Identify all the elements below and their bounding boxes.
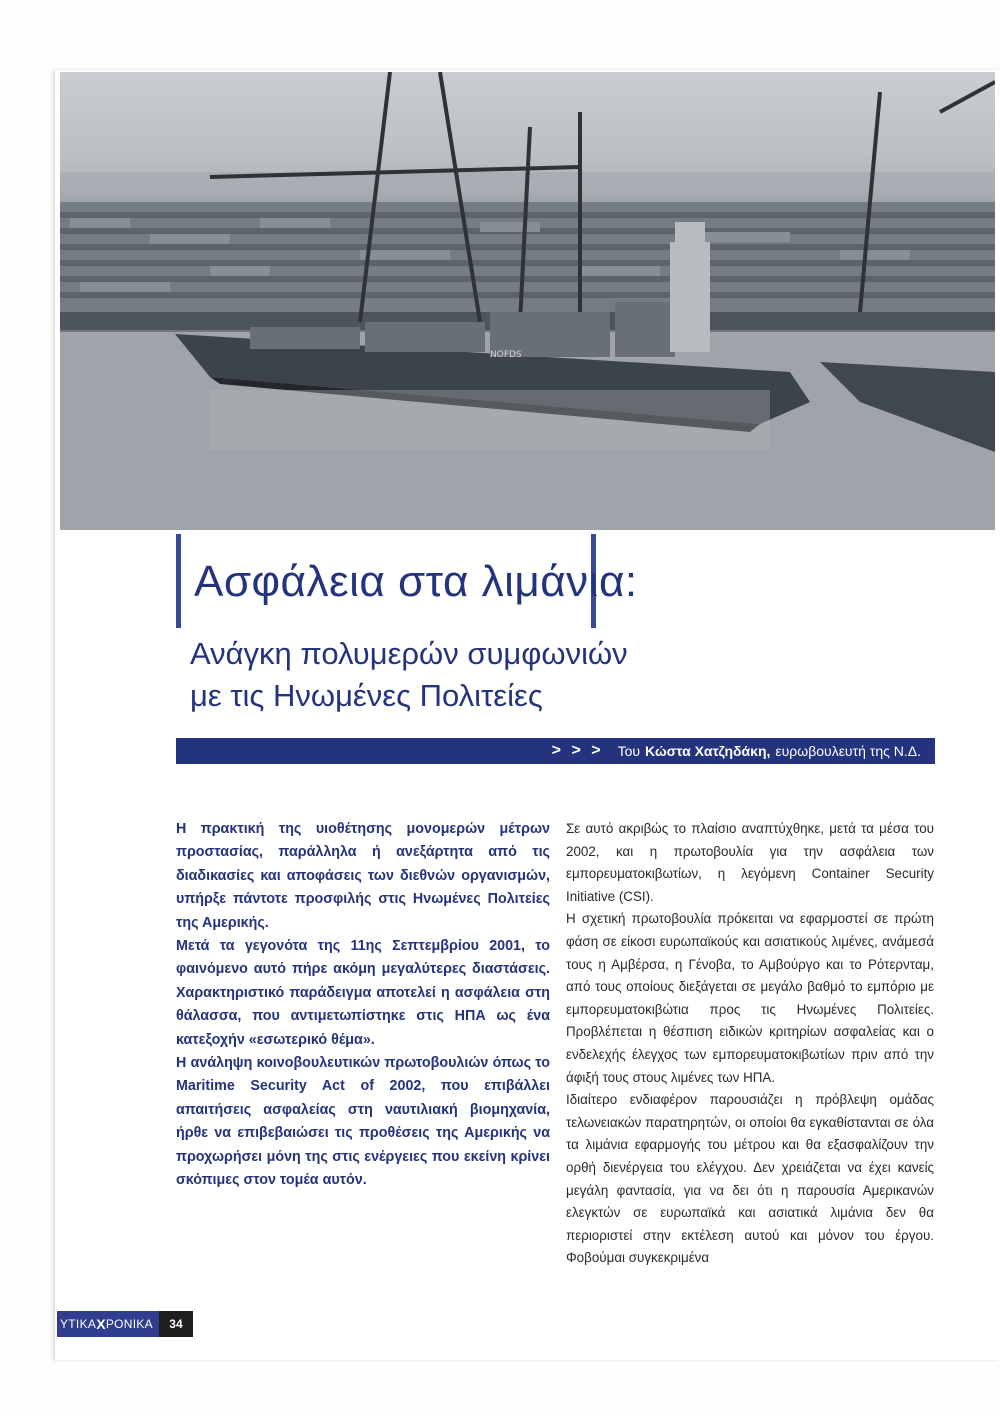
left-column	[176, 818, 550, 1193]
paragraph: Η σχετική πρωτοβουλία πρόκειται να εφαρμοστεί σε πρώτη φάση σε είκοσι ευρωπαϊκούς και ασιατικούς λιμένες, ανάμεσά τους η Αμβέρσα, η Γένοβα, το Αμβούργο και το Ρότερνταμ, από τους οποίους διεξάγεται σε μεγάλο βαθμό το εμπόριο με εμπορευματοκιβώτια προς τις Ηνωμένες Πολιτείες. Προβλέπεται η θέσπιση ειδικών κριτηρίων ασφαλείας και ο ενδελεχής έλεγχος των εμπορευματοκιβωτίων πριν από την άφιξή τους στους λιμένες των ΗΠΑ.	[566, 911, 934, 1085]
subtitle-line: Ανάγκη πολυμερών συμφωνιών	[190, 636, 628, 671]
magazine-name	[57, 1311, 159, 1337]
page-title: Ασφάλεια στα λιμάνια:	[194, 557, 638, 606]
subtitle-line: με τις Ηνωμένες Πολιτείες	[190, 678, 543, 713]
page-number: 34	[159, 1311, 193, 1337]
paragraph: Σε αυτό ακριβώς το πλαίσιο αναπτύχθηκε, μετά τα μέσα του 2002, και η πρωτοβουλία για την ασφάλεια των εμπορευματοκιβωτίων, η λεγόμενη Container Security Initiative (CSI).	[566, 821, 934, 904]
paragraph: Ιδιαίτερο ενδιαφέρον παρουσιάζει η πρόβλεψη ομάδας τελωνειακών παρατηρητών, οι οποίοι θα εγκαθίστανται σε όλα τα λιμάνια εφαρμογής του μέτρου και θα εξασφαλίζουν την ορθή διενέργεια του ελέγχου. Δεν χρειάζεται να έχει κανείς μεγάλη φαντασία, για να δει ότι η παρουσία Αμερικανών ελεγκτών σε ευρωπαϊκά και ασιατικά λιμάνια δεν θα περιοριστεί στην εκτέλεση αυτού και μόνον του έργου. Φοβούμαι συγκεκριμένα	[566, 1092, 934, 1266]
paragraph: Μετά τα γεγονότα της 11ης Σεπτεμβρίου 2001, το φαινόμενο αυτό πήρε ακόμη μεγαλύτερες διαστάσεις. Χαρακτηριστικό παράδειγμα αποτελεί η ασφάλεια στη θάλασσα, που αντιμετωπίστηκε στις ΗΠΑ ως ένα κατεξοχήν «εσωτερικό θέμα».	[176, 938, 550, 1048]
magazine-name-start: ΥΤΙΚΑ	[60, 1317, 97, 1331]
author-name: Κώστα Χατζηδάκη,	[645, 743, 771, 759]
port-photo	[60, 72, 995, 530]
port-photo-icon	[60, 72, 995, 530]
author-prefix: Του	[617, 743, 641, 759]
paragraph: Η πρακτική της υιοθέτησης μονομερών μέτρων προστασίας, παράλληλα ή ανεξάρτητα από τις διαδικασίες και αποφάσεις των διεθνών οργανισμών, υπήρξε πάντοτε προσφιλής στις Ηνωμένες Πολιτείες της Αμερικής.	[176, 821, 550, 931]
footer	[57, 1311, 193, 1337]
author-band	[176, 738, 935, 764]
paragraph: Η ανάληψη κοινοβουλευτικών πρωτοβουλιών όπως το Maritime Security Act of 2002, που επιβάλλει απαιτήσεις ασφαλείας στη ναυτιλιακή βιομηχανία, ήρθε να επιβεβαιώσει τις προθέσεις της Αμερικής να προχωρήσει μόνη της στις ενέργειες που εκείνη κρίνει σκόπιμες στον τομέα αυτόν.	[176, 1055, 550, 1189]
right-column	[566, 818, 934, 1270]
arrows-icon: > > >	[551, 742, 604, 759]
author-role: ευρωβουλευτή της Ν.Δ.	[775, 743, 921, 759]
subtitle	[190, 633, 710, 717]
magazine-name-initial: Χ	[96, 1316, 106, 1332]
ship-label: NOFDS	[490, 350, 522, 360]
magazine-name-end: ΡΟΝΙΚΑ	[105, 1317, 153, 1331]
